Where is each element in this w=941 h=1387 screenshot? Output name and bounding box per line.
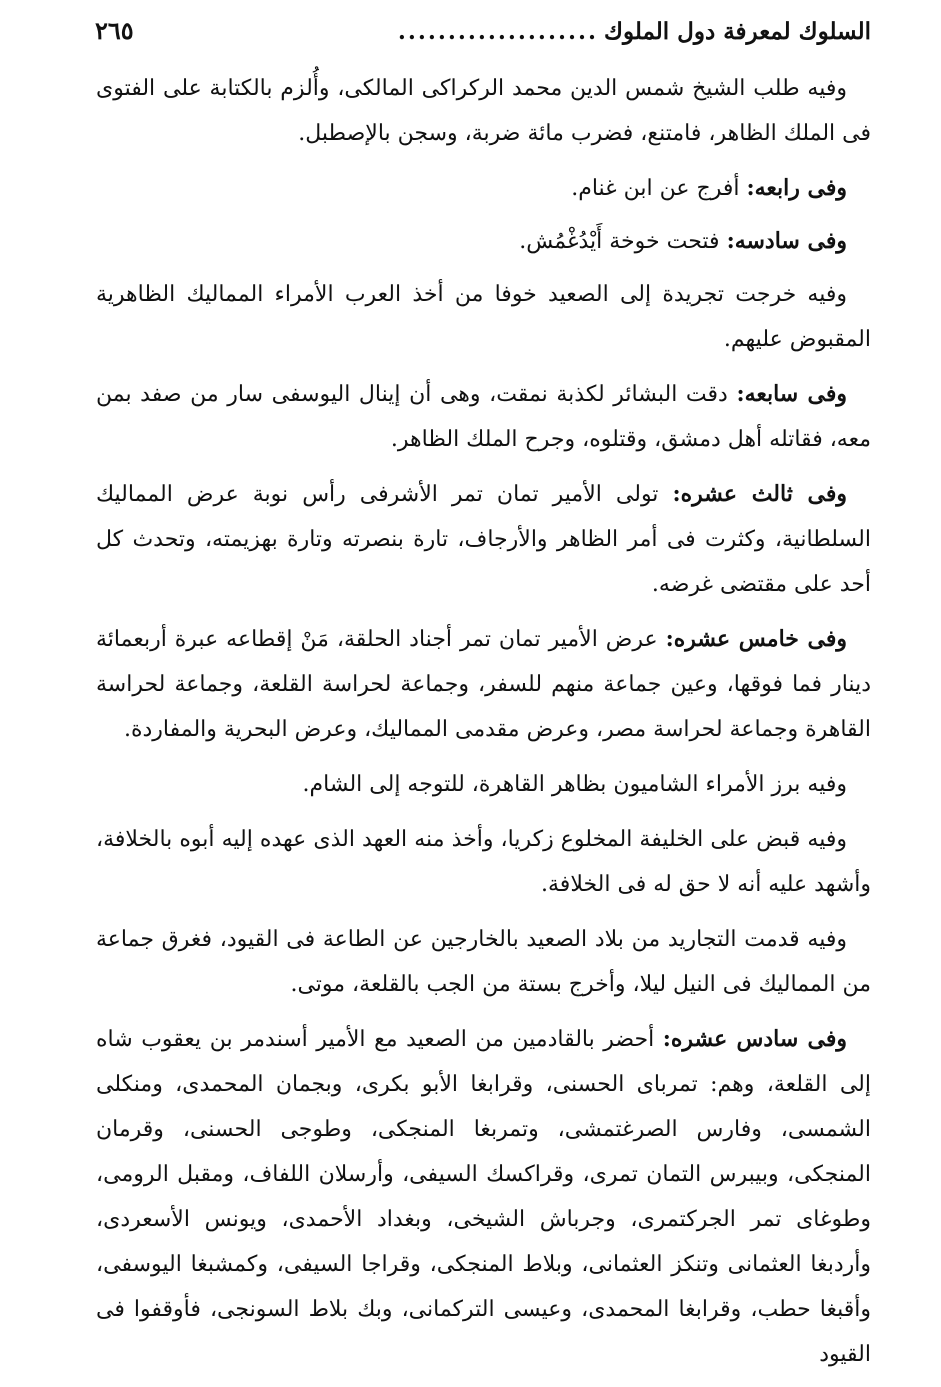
paragraph-label: وفى خامس عشره: [665,626,847,652]
paragraph-label: وفى ثالث عشره: [672,481,848,507]
paragraph-label: وفى سادس عشره: [662,1026,847,1052]
paragraph [96,617,871,752]
paragraph [96,219,871,264]
paragraph-text: وفيه قبض على الخليفة المخلوع زكريا، وأخذ منه العهد الذى عهده إليه أبوه بالخلافة، وأشهد عليه أنه لا حق له فى الخلافة. [96,827,871,897]
paragraph [96,472,871,607]
paragraph-label: وفى رابعه: [746,175,847,201]
paragraph [96,762,871,807]
paragraph-text: وفيه خرجت تجريدة إلى الصعيد خوفا من أخذ العرب الأمراء المماليك الظاهرية المقبوض عليهم. [96,282,871,352]
paragraph-text: تولى الأمير تمان تمر الأشرفى رأس نوبة عرض المماليك السلطانية، وكثرت فى أمر الظاهر والأرجاف، تارة بنصرته وتارة بهزيمته، وتحدث كل أحد على مقتضى غرضه. [96,482,871,597]
paragraph [96,917,871,1007]
paragraph-text: وفيه برز الأمراء الشاميون بظاهر القاهرة، للتوجه إلى الشام. [302,772,847,797]
paragraph [96,817,871,907]
paragraph-text: فتحت خوخة أَيْدُغْمُش. [519,229,727,254]
main-text [96,66,871,1387]
paragraph-label: وفى سادسه: [726,228,847,254]
paragraph [96,1017,871,1377]
leader-dots: .................... [397,18,598,45]
page-number: ٢٦٥ [95,16,134,45]
paragraph-text: عرض الأمير تمان تمر أجناد الحلقة، مَنْ إقطاعه عبرة أربعمائة دينار فما فوقها، وعين جماعة منهم للسفر، وجماعة لحراسة القلعة، وجماعة لحراسة القاهرة وجماعة لحراسة مصر، وعرض مقدمى المماليك، وعرض البحرية والمفاردة. [96,627,871,742]
paragraph [96,166,871,211]
paragraph-text: أفرج عن ابن غنام. [571,176,747,201]
book-title: السلوك لمعرفة دول الملوك [603,18,871,45]
paragraph-text: وفيه قدمت التجاريد من بلاد الصعيد بالخارجين عن الطاعة فى القيود، فغرق جماعة من المماليك فى النيل ليلا، وأخرج بستة من الجب بالقلعة، موتى. [96,927,871,997]
paragraph [96,66,871,156]
paragraph [96,272,871,362]
paragraph-text: أحضر بالقادمين من الصعيد مع الأمير أسندمر بن يعقوب شاه إلى القلعة، وهم: تمرباى الحسنى، وقرابغا الأبو بكرى، وبجمان المحمدى، ومنكلى الشمسى، وفارس الصرغتمشى، وتمربغا المنجكى، وطوجى الحسنى، وقرمان المنجكى، وبيبرس التمان تمرى، وقراكسك السيفى، وأرسلان اللفاف، ومقبل الرومى، وطوغاى تمر الجركتمرى، وجرباش الشيخى، وبغداد الأحمدى، ويونس الأسعردى، وأردبغا العثمانى وتنكز العثمانى، وبلاط المنجكى، وقراجا السيفى، وكمشبغا اليوسفى، وأقبغا حطب، وقرابغا المحمدى، وعيسى التركمانى، وبك بلاط السونجى، فأوقفوا فى القيود [96,1027,871,1367]
paragraph [96,372,871,462]
paragraph-label: وفى سابعه: [736,381,847,407]
paragraph-text: وفيه طلب الشيخ شمس الدين محمد الركراكى المالكى، وأُلزم بالكتابة على الفتوى فى الملك الظاهر، فامتنع، فضرب مائة ضربة، وسجن بالإصطبل. [96,76,871,146]
running-header [95,16,871,56]
paragraph-text: دقت البشائر لكذبة نمقت، وهى أن إينال اليوسفى سار من صفد بمن معه، فقاتله أهل دمشق، وقتلوه، وجرح الملك الظاهر. [96,382,871,452]
